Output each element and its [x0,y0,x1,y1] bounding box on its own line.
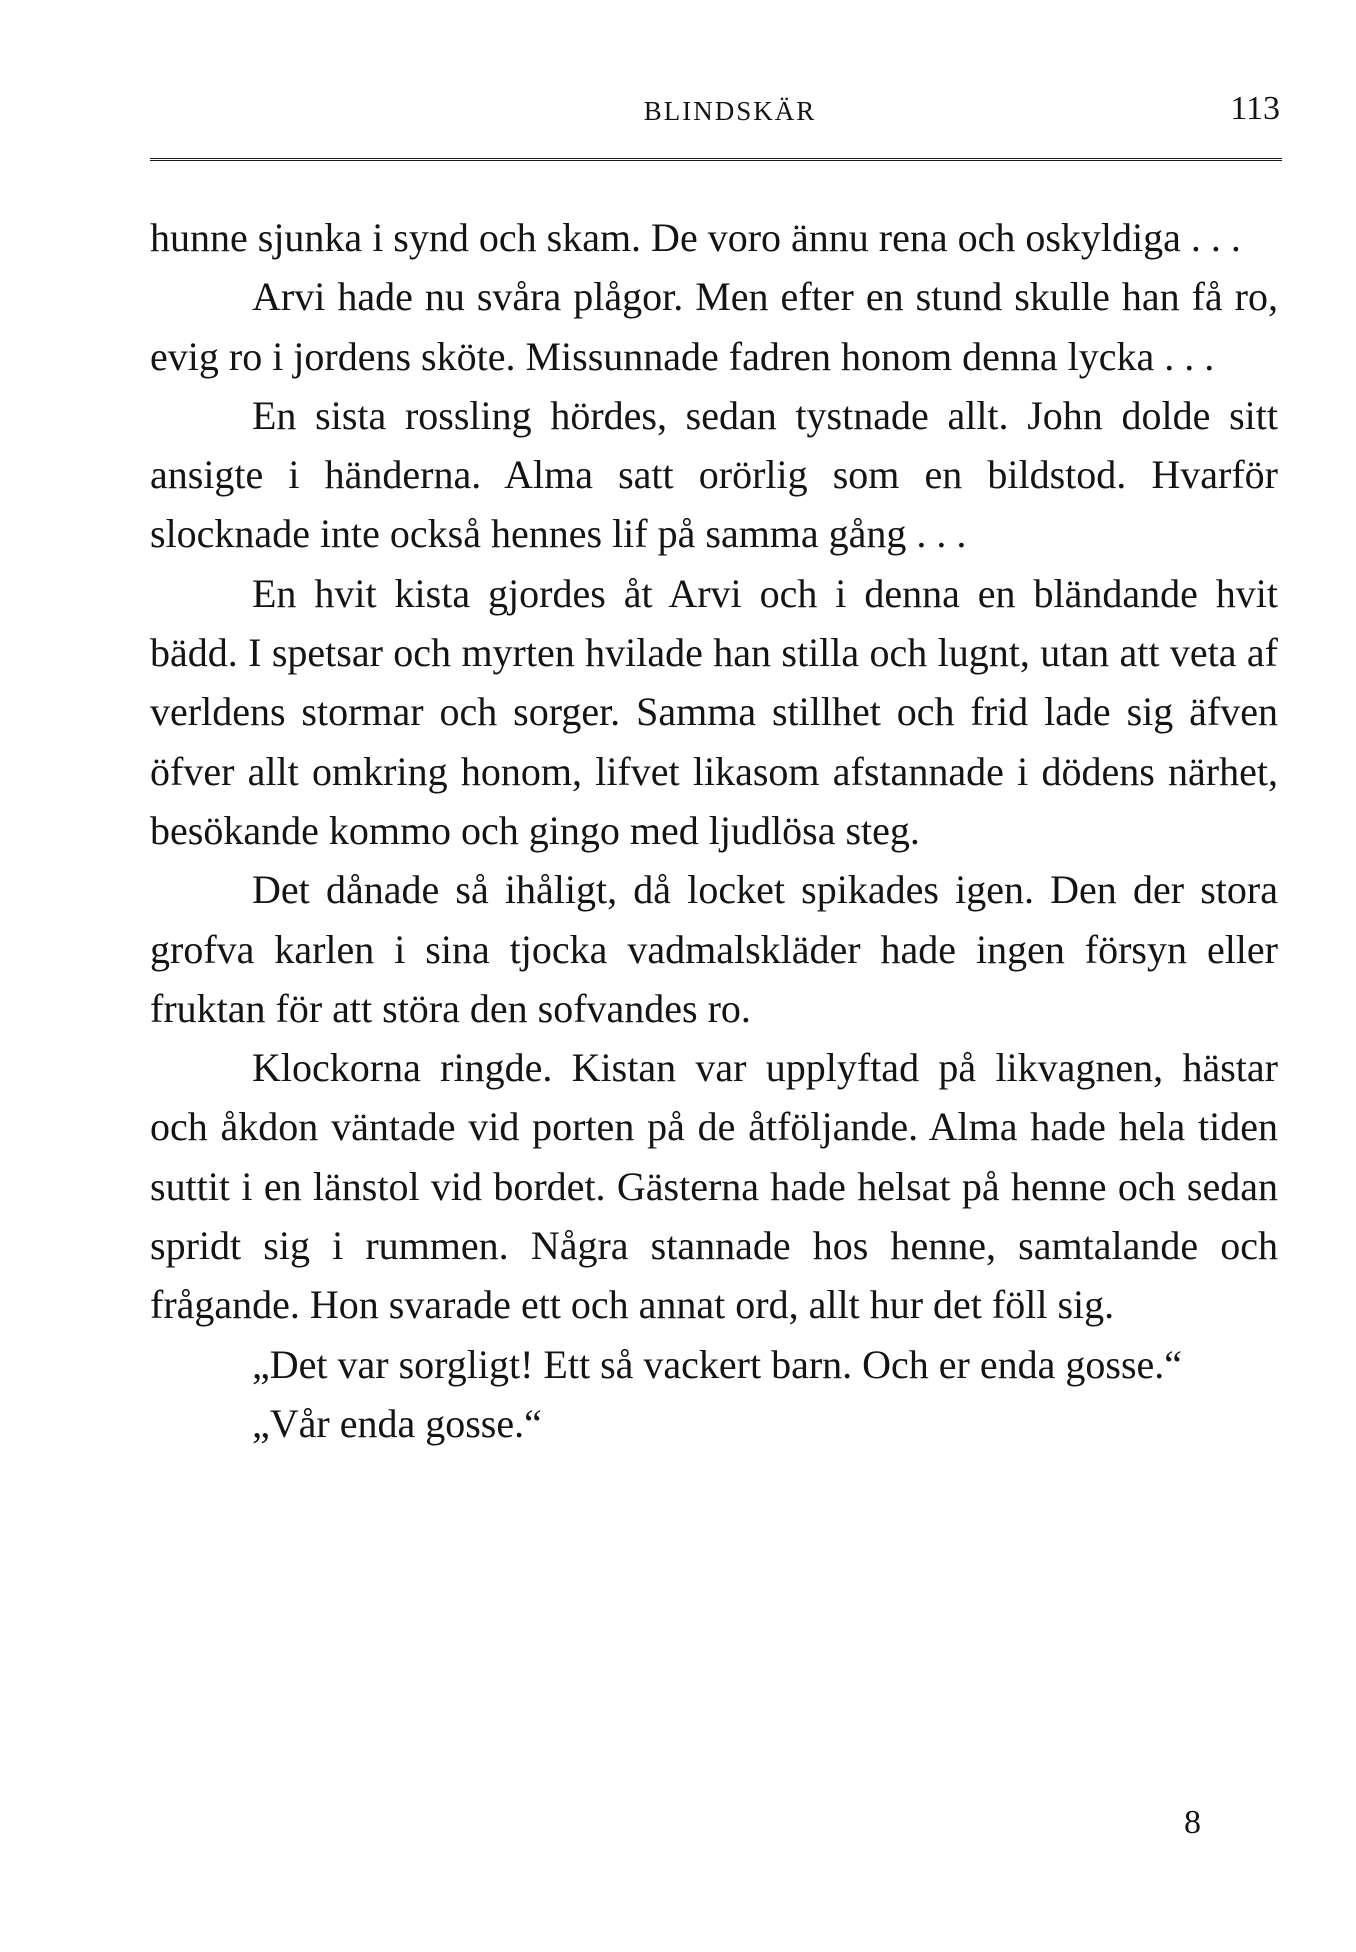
header-rule [150,158,1282,161]
running-head [150,90,1280,136]
running-title: BLINDSKÄR [643,96,817,126]
paragraph: „Det var sorgligt! Ett så vackert barn. Och er enda gosse.“ [252,1341,1183,1387]
body-text [150,208,1278,1453]
paragraph: Arvi hade nu svåra plågor. Men efter en stund skulle han få ro, evig ro i jordens sköte. Missunnade fadren honom denna lycka . . . [150,274,1278,379]
paragraph: hunne sjunka i synd och skam. De voro ännu rena och oskyldiga . . . [150,215,1241,260]
signature-mark: 8 [1184,1804,1201,1841]
paragraph: Det dånade så ihåligt, då locket spikades igen. Den der stora grofva karlen i sina tjocka vadmalskläder hade ingen försyn eller fruktan för att störa den sofvandes ro. [150,867,1278,1031]
paragraph: „Vår enda gosse.“ [252,1400,542,1446]
paragraph: En hvit kista gjordes åt Arvi och i denna en bländande hvit bädd. I spetsar och myrten hvilade han stilla och lugnt, utan att veta af verldens stormar och sorger. Samma stillhet och frid lade sig äfven öfver allt omkring honom, lifvet likasom afstannade i dödens närhet, besökande kommo och gingo med ljudlösa steg. [150,570,1278,853]
paragraph: Klockorna ringde. Kistan var upplyftad på likvagnen, hästar och åkdon väntade vid porten på de åtföljande. Alma hade hela tiden suttit i en länstol vid bordet. Gästerna hade helsat på henne och sedan spridt sig i rummen. Några stannade hos henne, samtalande och frågande. Hon svarade ett och annat ord, allt hur det föll sig. [150,1045,1278,1328]
page-number: 113 [1230,90,1280,127]
paragraph: En sista rossling hördes, sedan tystnade allt. John dolde sitt ansigte i händerna. Alma satt orörlig som en bildstod. Hvarför slocknade inte också hennes lif på samma gång . . . [150,392,1278,557]
